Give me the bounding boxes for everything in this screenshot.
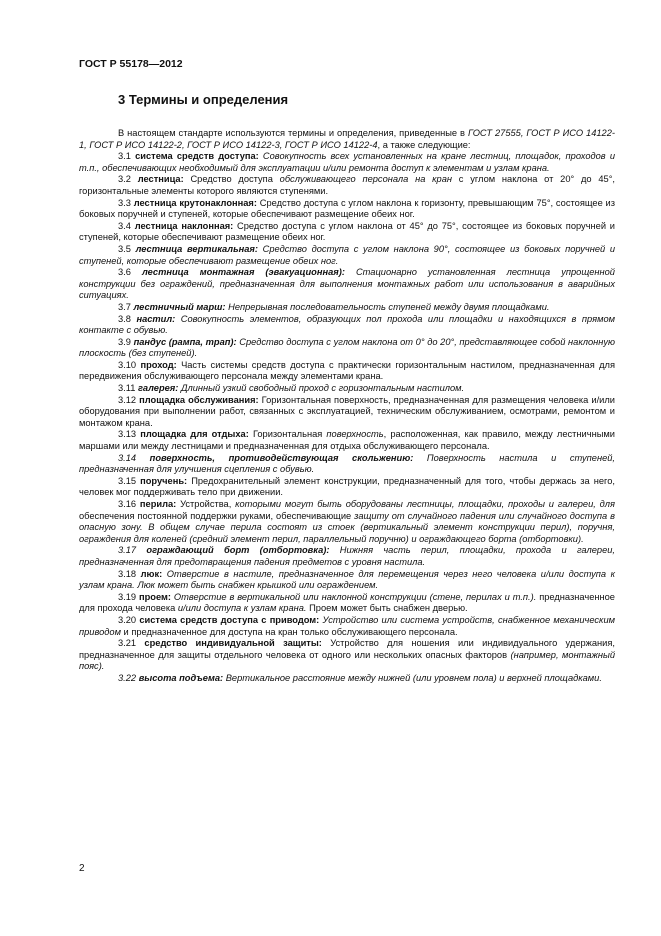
text-run: Проем может быть снабжен дверью.: [306, 603, 468, 614]
text-run: 3.22: [118, 672, 139, 683]
text-run: 3.19: [118, 591, 139, 602]
text-run: система средств доступа с приводом:: [139, 614, 320, 625]
text-run: Горизонтальная: [248, 429, 327, 440]
text-run: Нижняя часть перил, площадки, прохода и галереи, предназначенная для предотвращения падения предметов с уровня настила.: [79, 545, 615, 567]
text-run: 3.3: [118, 197, 134, 208]
paragraph: [79, 198, 615, 221]
text-run: , расположенная, как правило, между лестничными маршами или между лестницами и предназначенная для отдыха обслуживающего персонала.: [79, 429, 615, 452]
text-run: 3.11: [118, 383, 138, 394]
text-run: галерея:: [138, 383, 179, 394]
paragraph: [79, 128, 615, 151]
text-run: защиту от случайного падения или случайного доступа в опасную зону. В общем случае перила состоят из стоек (вертикальный элемент конструкции перил), поручня, ограждения для коленей (средний элемент перил, параллельный поручню) и ограждающего борта (отбортовки).: [79, 510, 615, 544]
text-run: 3.1: [118, 151, 136, 162]
text-run: и предназначенное для доступа на кран только обслуживающего персонала.: [120, 626, 458, 637]
paragraph: [79, 395, 615, 430]
text-run: предназначенное для прохода человека: [79, 591, 615, 614]
text-run: поверхность, противодействующая скольжению:: [149, 452, 414, 463]
text-run: пандус (рампа, трап):: [133, 336, 237, 347]
text-run: ограждающий борт (отбортовка):: [146, 545, 330, 556]
paragraph: [79, 429, 615, 452]
text-run: лестница монтажная (эвакуационная):: [141, 267, 345, 278]
text-run: с углом наклона от 20° до 45°, горизонтальные элементы которого являются ступенями.: [79, 174, 615, 196]
paragraph: [79, 592, 615, 615]
text-run: Средство доступа с углом наклона от 0° до 20°, представляющее собой наклонную плоскость (без ступеней).: [79, 336, 615, 359]
text-run: 3.13: [118, 429, 141, 440]
text-run: 3.16: [118, 499, 140, 509]
text-run: Вертикальное расстояние между нижней (или уровнем пола) и верхней площадками.: [223, 672, 602, 683]
text-run: люк:: [140, 568, 163, 579]
paragraph: [79, 267, 615, 302]
paragraph: [79, 337, 615, 360]
paragraph: [79, 476, 615, 499]
paragraph: [79, 383, 615, 395]
paragraph: [79, 314, 615, 337]
text-run: 3.12: [118, 394, 140, 405]
text-run: 3.20: [118, 614, 140, 625]
text-run: 3.9: [118, 336, 134, 347]
text-run: 3.18: [118, 568, 141, 579]
paragraph: [79, 151, 615, 174]
paragraph: [79, 302, 615, 314]
text-run: перила:: [139, 499, 177, 509]
text-run: 3.14: [118, 452, 150, 463]
text-run: 3.7: [118, 301, 134, 312]
text-run: Непрерывная последовательность ступеней между двумя площадками.: [225, 301, 550, 312]
text-run: которыми могут быть оборудованы лестницы, площадки, проходы и галереи, для: [235, 499, 615, 509]
text-run: система средств доступа:: [135, 151, 259, 162]
text-run: 3.2: [118, 174, 138, 185]
text-run: Устройства,: [176, 499, 236, 509]
text-run: 3.4: [118, 220, 135, 231]
text-run: 3.10: [118, 359, 141, 370]
text-run: ГОСТ 27555, ГОСТ Р ИСО 14122-1, ГОСТ Р ИСО 14122-2, ГОСТ Р ИСО 14122-3, ГОСТ Р ИСО 14122-4: [79, 128, 615, 150]
paragraph: [79, 360, 615, 383]
paragraph: [79, 499, 615, 545]
text-run: Предохранительный элемент конструкции, предназначенный для того, чтобы держась за него, человек мог поддерживать тело при движении.: [79, 475, 615, 498]
text-run: высота подъема:: [138, 672, 224, 683]
text-run: Средство доступа: [183, 174, 280, 185]
text-run: поверхность: [326, 429, 384, 440]
document-header: ГОСТ Р 55178—2012: [79, 58, 183, 70]
body-text: [79, 128, 615, 685]
paragraph: [79, 569, 615, 592]
text-run: площадка обслуживания:: [139, 394, 259, 405]
text-run: Отверстие в вертикальной или наклонной конструкции (стене, перилах и т.п.).: [171, 591, 537, 602]
text-run: лестничный марш:: [133, 301, 226, 312]
text-run: проем:: [139, 591, 171, 602]
text-run: лестница крутонаклонная:: [133, 197, 257, 208]
paragraph: [79, 615, 615, 638]
text-run: Горизонтальная поверхность, предназначенная для размещения человека и/или оборудования при выполнении работ, связанных с эксплуатацией, техническим обслуживанием, осмотрами, ремонтом и монтажом крана.: [79, 394, 615, 428]
text-run: Длинный узкий свободный проход с горизонтальным настилом.: [178, 383, 465, 394]
text-run: В настоящем стандарте используются термины и определения, приведенные в: [118, 128, 468, 138]
text-run: , а также следующие:: [377, 139, 471, 150]
text-run: Поверхность настила и ступеней, предназначенная для улучшения сцепления с обувью.: [79, 452, 615, 475]
text-run: Устройство для ношения или индивидуального удержания, предназначенное для защиты отдельного человека от одного или нескольких опасных факторов: [79, 638, 615, 660]
text-run: 3.21: [118, 638, 145, 649]
text-run: 3.8: [118, 313, 137, 324]
paragraph: [79, 638, 615, 673]
text-run: 3.6: [118, 267, 142, 278]
text-run: Совокупность всех установленных на кране лестниц, площадок, проходов и т.п., обеспечивающих необходимый для эксплуатации и/или ремонта доступ к элементам и узлам крана.: [79, 151, 616, 173]
text-run: проход:: [140, 359, 177, 370]
text-run: настил:: [136, 313, 176, 324]
paragraph: [79, 453, 615, 476]
text-run: 3.15: [118, 475, 141, 486]
text-run: Средство доступа с углом наклона 90°, состоящее из боковых поручней и ступеней, которые обеспечивают размещение обеих ног.: [79, 243, 615, 266]
text-run: Стационарно установленная лестница упрощенной конструкции без ограждений, предназначенная для выполнения монтажных работ или использования в аварийных ситуациях.: [79, 267, 615, 301]
text-run: Средство доступа с углом наклона от 45° до 75°, состоящее из боковых поручней и ступеней, которые обеспечивают размещение обеих ног.: [79, 220, 615, 243]
text-run: Устройство или система устройств, снабженное механическим приводом: [79, 614, 615, 637]
text-run: лестница наклонная:: [134, 220, 234, 231]
text-run: и/или доступа к узлам крана.: [177, 603, 307, 614]
paragraph: [79, 545, 615, 568]
text-run: обслуживающего персонала на кран: [279, 174, 453, 185]
text-run: Средство доступа с углом наклона к горизонту, превышающим 75°, состоящее из боковых поручней и ступеней, которые обеспечивают размещение обеих ног.: [79, 197, 615, 220]
paragraph: [79, 244, 615, 267]
text-run: обеспечения постоянной поддержки руками, обеспечивающие: [79, 510, 355, 521]
text-run: лестница:: [137, 174, 184, 185]
text-run: 3.5: [118, 243, 136, 254]
section-title: 3 Термины и определения: [118, 92, 289, 107]
text-run: Часть системы средств доступа с практически горизонтальным настилом, предназначенная для передвижения обслуживающего персонала между элементами крана.: [79, 359, 615, 382]
paragraph: [79, 221, 615, 244]
page-number: 2: [79, 863, 85, 874]
text-run: (например, монтажный пояс).: [79, 649, 616, 672]
text-run: Отверстие в настиле, предназначенное для перемещения через него человека и/или доступа к узлам крана. Люк может быть снабжен крышкой или ограждением.: [79, 568, 615, 591]
text-run: средство индивидуальной защиты:: [144, 638, 322, 649]
text-run: поручень:: [140, 475, 188, 486]
text-run: 3.17: [118, 545, 147, 556]
text-run: площадка для отдыха:: [140, 429, 249, 440]
text-run: Совокупность элементов, образующих пол прохода или площадки и находящихся в прямом контакте с обувью.: [79, 313, 615, 336]
paragraph: [79, 673, 615, 685]
text-run: лестница вертикальная:: [135, 243, 258, 254]
paragraph: [79, 174, 615, 197]
